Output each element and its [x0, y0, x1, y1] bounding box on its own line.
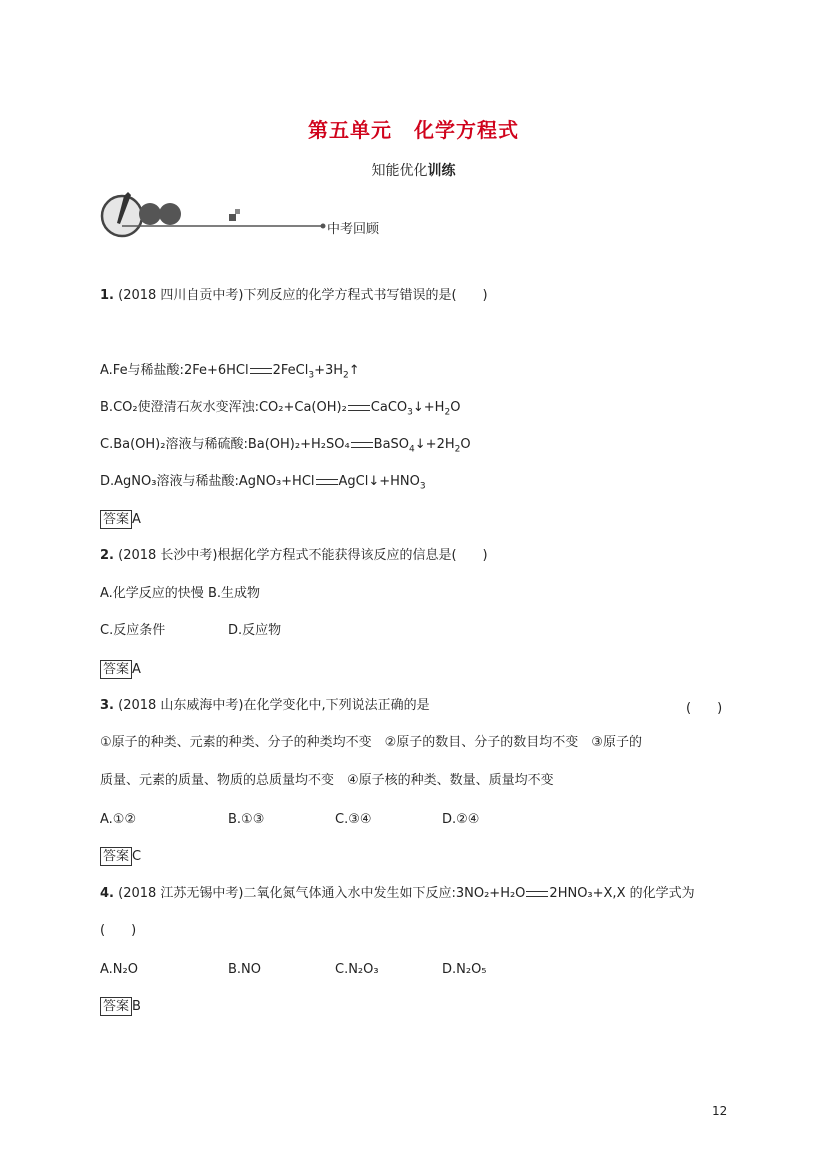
equals-sign-icon — [351, 442, 373, 448]
answer-label-box: 答案 — [100, 997, 132, 1016]
question-1-option-d: D.AgNO₃溶液与稀盐酸:AgNO₃+HCl $AgCl↓+HNO_3$ — [100, 474, 426, 492]
question-4-answer — [100, 997, 141, 1016]
question-3-answer — [100, 847, 141, 866]
equals-sign-icon — [348, 405, 370, 411]
question-1-option-a: A.Fe与稀盐酸:2Fe+6HCl $2FeCl_3+3H_2↑$ — [100, 363, 360, 381]
equals-sign-icon — [526, 891, 548, 897]
banner-dot-2 — [159, 203, 181, 225]
question-3-statement-line-2: 质量、元素的质量、物质的总质量均不变 ④原子核的种类、数量、质量均不变 — [100, 773, 554, 788]
page-number: 12 — [712, 1104, 728, 1118]
question-2-answer — [100, 660, 141, 679]
section-label: 中考回顾 — [327, 222, 380, 237]
answer-value: A — [132, 662, 141, 677]
question-2-stem: 2. (2018 长沙中考)根据化学方程式不能获得该反应的信息是( ) — [100, 548, 488, 563]
question-4-answer-paren: ( ) — [100, 923, 137, 938]
answer-value: B — [132, 999, 141, 1014]
subtitle-normal: 知能优化 — [371, 163, 428, 179]
banner-square-2 — [235, 209, 240, 214]
question-4-options: A.N₂O B.NO C.N₂O₃ D.N₂O₅ — [100, 962, 487, 977]
answer-value: C — [132, 849, 142, 864]
question-2-options-row-2: C.反应条件 D.反应物 — [100, 623, 282, 638]
question-1-option-c: C.Ba(OH)₂溶液与稀硫酸:Ba(OH)₂+H₂SO₄ $BaSO_4↓+2H_2O$ — [100, 437, 471, 455]
question-2-options-row-1: A.化学反应的快慢 B.生成物 — [100, 586, 261, 601]
title-unit: 第五单元 — [308, 118, 392, 142]
title-topic: 化学方程式 — [414, 118, 519, 142]
answer-label-box: 答案 — [100, 847, 132, 866]
subtitle-bold: 训练 — [427, 163, 456, 179]
question-1-stem: 1. (2018 四川自贡中考)下列反应的化学方程式书写错误的是( ) — [100, 288, 488, 303]
answer-value: A — [132, 512, 141, 527]
equals-sign-icon — [316, 479, 338, 485]
equals-sign-icon — [250, 368, 272, 374]
answer-label-box: 答案 — [100, 510, 132, 529]
question-3-statement-line-1: ①原子的种类、元素的种类、分子的种类均不变 ②原子的数目、分子的数目均不变 ③原子的 — [100, 735, 642, 750]
question-3-answer-paren: ( ) — [686, 701, 723, 716]
banner-dot-1 — [139, 203, 161, 225]
answer-label-box: 答案 — [100, 660, 132, 679]
question-1-answer — [100, 510, 141, 529]
question-1-option-b: B.CO₂使澄清石灰水变浑浊:CO₂+Ca(OH)₂ $CaCO_3↓+H_2O$ — [100, 400, 461, 418]
question-3-options: A.①② B.①③ C.③④ D.②④ — [100, 812, 480, 827]
banner-square-1 — [229, 214, 236, 221]
page-title — [0, 114, 827, 143]
banner-line-end — [321, 224, 326, 229]
question-3-stem: 3. (2018 山东威海中考)在化学变化中,下列说法正确的是 — [100, 698, 430, 713]
question-4-stem: 4. (2018 江苏无锡中考)二氧化氮气体通入水中发生如下反应:3NO₂+H₂O 2HNO₃+X,X 的化学式为 — [100, 886, 695, 901]
page-subtitle — [0, 160, 827, 180]
